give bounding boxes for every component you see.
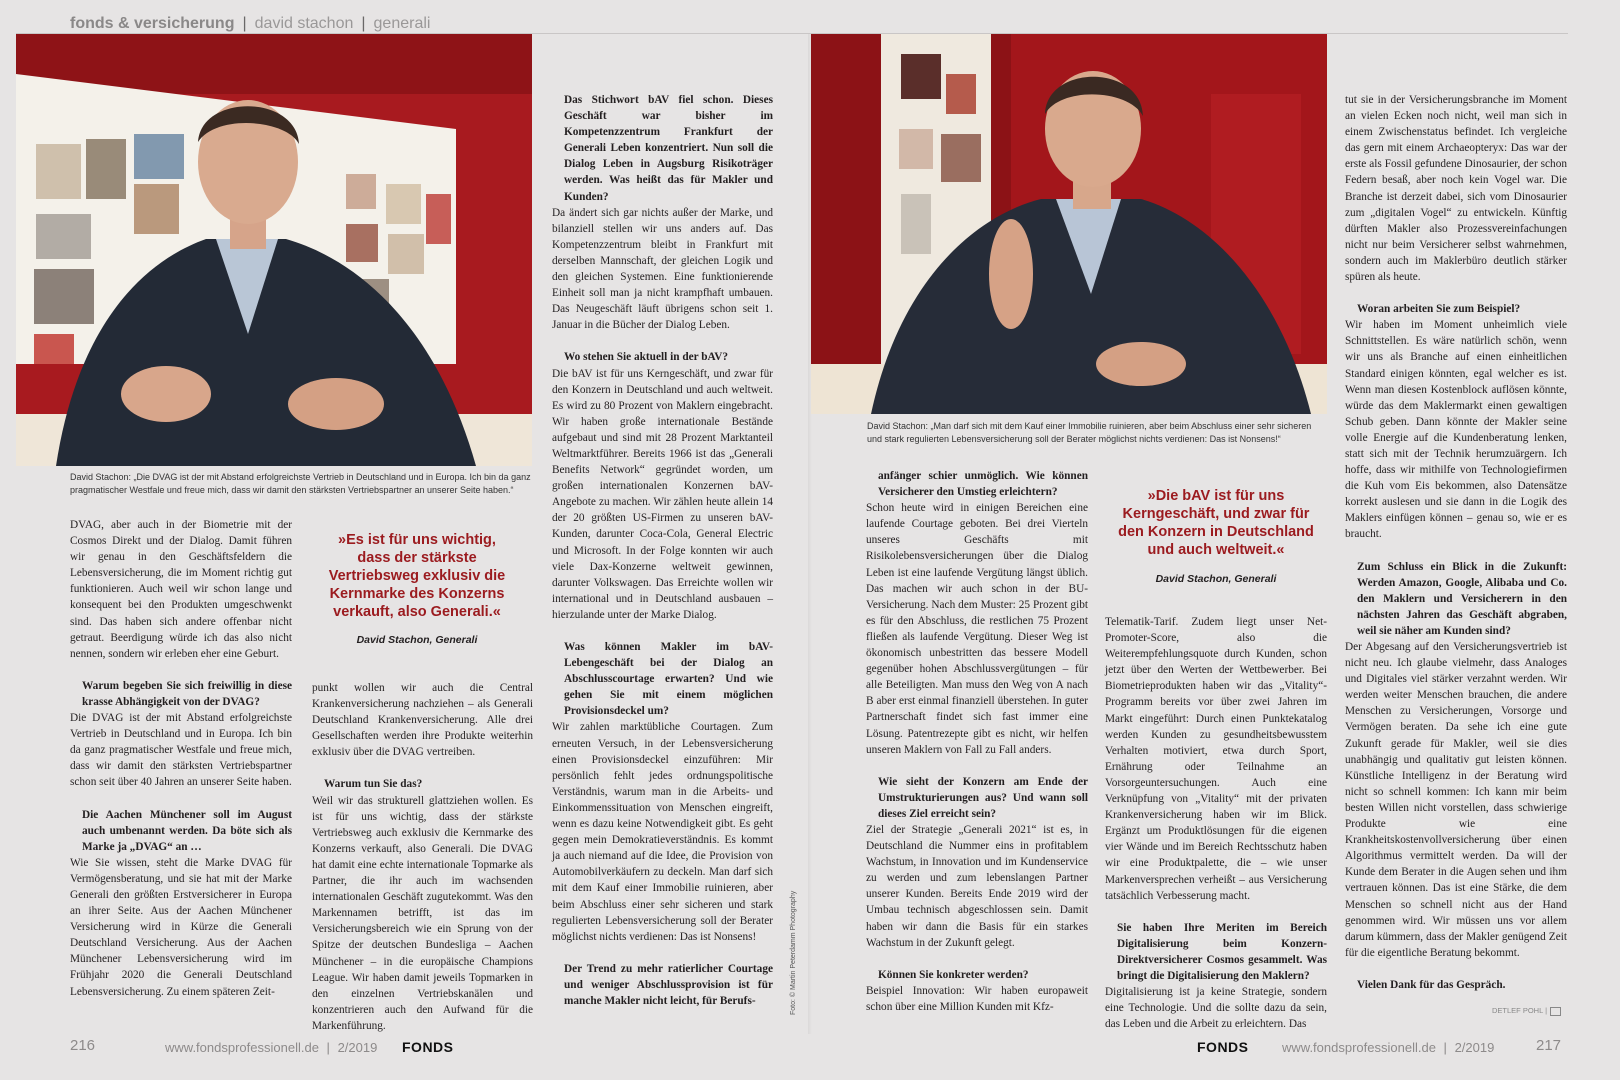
interview-question: Warum begeben Sie sich freiwillig in diese krasse Abhängigkeit von der DVAG? (82, 679, 292, 708)
left-photo-caption: David Stachon: „Die DVAG ist der mit Abstand erfolgreichste Vertrieb in Deutschland und in Europa. Ich bin da ganz pragmatischer Westfale und freue mich, dass wir damit den stärksten Vertriebspartner an unserer Seite haben.“ (70, 472, 531, 495)
right-column-3 (1345, 92, 1567, 993)
footer-issue: 2/2019 (1454, 1040, 1495, 1055)
spacer (552, 623, 773, 639)
paragraph: DVAG, aber auch in der Biometrie mit der Cosmos Direkt und der Dialog. Damit führen wir genau in den Geschäftsfeldern die Lebensversicherung, die im Moment richtig gut funktionieren. Auch weil wir schon lange und konsequent bei den Produkten umgeschwenkt sind. Das haben sich andere offenbar nicht getraut. Beerdigung würde ich das also nicht nennen, sondern wir erleben eher eine Geburt. (70, 519, 292, 660)
spacer (1345, 961, 1567, 977)
spacer (70, 662, 292, 678)
left-column-1 (70, 517, 292, 1000)
paragraph: tut sie in der Versicherungsbranche im Moment an vielen Ecken noch nicht, weil man sich in einem Zwischenstatus befindet. Ich vergleiche das gern mit einem Archaeopteryx: Das war der erste als Fossil gefundene Dinosaurier, der schon Federn besaß, aber noch kein Vogel war. Die Branche ist derzeit dabei, sich vom Dinosaurier zum „digitalen Vogel“ zu entwickeln. Künftig dürften Makler also Prozessvereinfachungen nicht nur beim Versicherer selbst wahrnehmen, sondern auch im Maklerbüro deutlich stärker spüren als heute. (1345, 94, 1567, 284)
interview-question: Wo stehen Sie aktuell in der bAV? (564, 351, 729, 364)
interview-question: Vielen Dank für das Gespräch. (1357, 978, 1506, 991)
page-number-left: 216 (70, 1037, 96, 1054)
header-divider: | (242, 15, 247, 32)
section-header (70, 15, 430, 33)
left-photo (16, 34, 532, 466)
pull-quote-byline: David Stachon, Generali (1155, 573, 1277, 585)
footer-url-left (165, 1040, 377, 1055)
paragraph: Digitalisierung ist ja keine Strategie, sondern eine Technologie. Und die sollte dazu da sein, das Leben und die Arbeit zu erleichtern. Das (1105, 986, 1327, 1031)
pull-quote: »Es ist für uns wichtig, dass der stärkste Vertriebsweg exklusiv die Kernmarke des Konzerns verkauft, also Generali.« (328, 532, 506, 620)
portrait-photo-icon (811, 34, 1327, 414)
spacer (866, 951, 1088, 967)
portrait-photo-icon (16, 34, 532, 466)
page-number-right: 217 (1536, 1037, 1562, 1054)
interview-question: Wie sieht der Konzern am Ende der Umstrukturierungen aus? Und wann soll dieses Ziel erreicht sein? (878, 775, 1088, 820)
footer-url: www.fondsprofessionell.de (1282, 1040, 1436, 1055)
interview-question: Woran arbeiten Sie zum Beispiel? (1357, 303, 1521, 316)
right-photo (811, 34, 1327, 414)
interview-question: anfänger schier unmöglich. Wie können Versicherer den Umstieg erleichtern? (878, 470, 1088, 499)
spacer (1105, 904, 1327, 920)
left-column-2 (312, 680, 533, 1034)
paragraph: Beispiel Innovation: Wir haben europaweit schon über eine Million Kunden mit Kfz- (866, 984, 1088, 1013)
interview-question: Die Aachen Münchener soll im August auch umbenannt werden. Da böte sich als Marke ja „DVAG“ an … (82, 808, 292, 853)
footer-url-right (1282, 1040, 1494, 1055)
right-photo-caption: David Stachon: „Man darf sich mit dem Kauf einer Immobilie ruinieren, aber beim Abschluss einer sehr sicheren und stark regulierten Lebensversicherung soll der Berater möglichst nichts verdienen: Das ist Nonsens!“ (867, 421, 1312, 444)
paragraph: punkt wollen wir auch die Central Krankenversicherung nachziehen – als Generali Deutschland Krankenversicherung. Alle drei Gesellschaften werden ihre Produkte weiterhin exklusiv über die DVAG vertreiben. (312, 682, 533, 759)
paragraph: Die bAV ist für uns Kerngeschäft, und zwar für den Konzern in Deutschland und auch weltweit. Es wird zu 80 Prozent von Maklern eingebracht. Wir haben große internationale Bestände aufgebaut und sind mit 28 Prozent Marktanteil Weltmarktführer. Bereits 1966 ist das „Generali Benefits Network“ gegründet worden, um großen internationalen Konzernen bAV-Angebote zu machen. Wir zählen heute allein 14 der 20 größten US-Firmen zu unseren bAV-Kunden, darunter Coca-Cola, General Electric und Microsoft. In der Folge konnten wir auch viele Dax-Konzerne weltweit gewinnen, darunter Volkswagen. Das Erreichte wollen wir international und in Deutschland ausbauen – hierzulande unter der Marke Dialog. (552, 367, 773, 621)
paragraph: Wie Sie wissen, steht die Marke DVAG für Vermögensberatung, und sie hat mit der Marke Generali den größten Erstversicherer in Europa an ihrer Seite. Aus der Aachen Münchener Versicherung wird in Kürze die Generali Deutschland Versicherung. Aus der Aachen Münchener Lebensversicherung wird im Frühjahr 2020 die Generali Deutschland Lebensversicherung. Zu einem späteren Zeit- (70, 856, 292, 998)
right-column-2 (1105, 614, 1327, 1032)
interview-question: Können Sie konkreter werden? (878, 968, 1029, 981)
paragraph: Wir zahlen marktübliche Courtagen. Zum erneuten Versuch, in der Lebensversicherung einen Provisionsdeckel einzuführen: Mir persönlich fehlt jedes ordnungspolitische Verständnis, warum man in die Arbeits- und Einkommenssituation von Menschen eingreift, wenn es dazu keine Notwendigkeit gibt. Es geht gegen mein Demokratieverständnis. Es kommt ja auch niemand auf die Idee, die Provision von Automobilverkäufern zu deckeln. Man darf sich mit dem Kauf einer Immobilie ruinieren, aber beim Abschluss einer sehr sicheren und stark regulierten Lebensversicherung soll der Berater möglichst nichts verdienen: Das ist Nonsens! (552, 721, 773, 943)
footer-divider: | (1443, 1040, 1447, 1055)
paragraph: Die DVAG ist der mit Abstand erfolgreichste Vertrieb in Deutschland und in Europa. Ich bin da ganz pragmatischer Westfale und freue mich, dass wir damit den stärksten Vertriebspartner schon seit über 40 Jahren an unserer Seite haben. (70, 712, 292, 789)
photo-credit: Foto: © Martin Peterdamm Photography (790, 890, 797, 1015)
end-mark-icon (1550, 1007, 1561, 1016)
interview-question: Das Stichwort bAV fiel schon. Dieses Geschäft war bisher im Kompetenzzentrum Frankfurt der Generali Leben konzentriert. Nun soll die Dialog Leben in Augsburg Risikoträger werden. Was heißt das für Makler und Kunden? (564, 94, 773, 203)
paragraph: Schon heute wird in einigen Bereichen eine laufende Courtage geboten. Bei drei Vierteln unseres Geschäfts mit Risikolebensversicherungen über die Dialog Leben ist eine laufende Vergütung längst üblich. Das machen wir auch schon in der BU-Versicherung. Nach dem Muster: 25 Prozent gibt es für den Abschluss, die restlichen 75 Prozent fließen als laufende Vergütung. Dieser Weg ist ökonomisch unbestritten das bessere Modell gegenüber hohen Abschlussvergütungen – für alle Beteiligten. Man muss den Weg von A nach B aber erst einmal finanziell überstehen. In guter Partnerschaft findet sich fast immer eine Lösung. Patentrezepte gibt es nicht, wir helfen unseren Maklern von Fall zu Fall anders. (866, 502, 1088, 756)
pull-quote-byline: David Stachon, Generali (356, 634, 478, 646)
header-divider-2: | (361, 15, 366, 32)
spacer (552, 945, 773, 961)
spacer (1345, 285, 1567, 301)
paragraph: Der Abgesang auf den Versicherungsvertrieb ist nicht neu. Ich glaube vielmehr, dass Analoges und Digitales viel stärker verzahnt werden. Wir werden weiter Menschen brauchen, die andere Menschen zu Versicherungen, Vorsorge und Vermögen beraten. Da sehe ich eine gute Zukunft gerade für Makler, weil sie dies unabhängig und qualitativ gut leisten können. Künstliche Intelligenz in der Beratung wird nicht so schnell kommen: Ich kann mir beim besten Willen nicht vorstellen, dass schwierige Produkte wie eine Krankheitskostenvollversicherung über einen Algorithmus vermittelt werden. Da will der Kunde dem Berater in die Augen sehen und ihm vertrauen können. Das ist eine Stärke, die dem Menschen so schnell nicht aus der Hand genommen wird. Wir müssen uns vor allem darum kümmern, dass der Makler genügend Zeit für die eigentliche Beratung bekommt. (1345, 641, 1567, 959)
interview-question: Warum tun Sie das? (324, 778, 423, 791)
author-signature (1492, 1006, 1561, 1016)
spacer (1345, 543, 1567, 559)
left-column-3 (552, 92, 773, 1009)
pull-quote: »Die bAV ist für uns Kerngeschäft, und zwar für den Konzern in Deutschland und auch weltweit.« (1118, 488, 1314, 558)
interview-question: Der Trend zu mehr ratierlicher Courtage und weniger Abschlussprovision ist für manche Makler nicht leicht, für Berufs- (564, 962, 773, 1007)
spacer (70, 791, 292, 807)
paragraph: Telematik-Tarif. Zudem liegt unser Net-Promoter-Score, also die Weiterempfehlungsquote durch Kunden, schon jetzt über den Werten der Wettbewerber. Bei Biometrieprodukten haben wir das „Vitality“-Programm bereits vor über zwei Jahren im Markt eingeführt: Durch einen Punktekatalog werden Kunden zu gesundheitsbewusstem Verhalten motiviert, etwa durch Sport, Ernährung oder Teilnahme an Vorsorgeuntersuchungen. Auch eine Verknüpfung von „Vitality“ mit der privaten Krankenversicherung haben wir im Blick. Ergänzt um Produktlösungen für die eigenen vier Wände und im Bereich Rechtsschutz haben wir eine Produktpalette, die – wie unser Markenversprechen verheißt – aus Versicherung tatsächlich Verbesserung macht. (1105, 616, 1327, 902)
paragraph: Wir haben im Moment unheimlich viele Schnittstellen. Es wäre natürlich schön, wenn wir uns als Branche auf einen einheitlichen Standard einigen könnten, egal welcher es ist. Wenn man diesen Kostenblock auflösen könnte, würde das dem Maklermarkt einen gewaltigen Schub geben. Dann könnte der Makler seine volle Energie auf die Kundenberatung lenken, statt sich mit der Technik herumzuärgern. Ich hoffe, dass wir mithilfe von Technologiefirmen die Kuh vom Eis bekommen, also Datensätze korrekt auslesen und sie dann in die Logik des Maklers einfügen können – genau so, wie er es braucht. (1345, 319, 1567, 541)
fonds-logo: FONDS (402, 1039, 454, 1055)
right-column-1 (866, 468, 1088, 1015)
header-company: generali (373, 15, 431, 32)
author-name: DETLEF POHL | (1492, 1006, 1548, 1015)
paragraph: Weil wir das strukturell glattziehen wollen. Es ist für uns wichtig, dass der stärkste Vertriebsweg auch exklusiv die Kernmarke des Konzerns verkauft, also Generali. Die DVAG hat damit eine echte internationale Topmarke als Partner, die ihr auch im wachsenden internationalen Geschäft zugutekommt. Was den Markennamen betrifft, ist das im Versicherungsbereich wie ein Sprung von der Spitze der deutschen Bundesliga – Aachen Münchener – in die europäische Champions League. Wir haben damit jeweils Topmarken in den einzelnen Vertriebskanälen und konzentrieren auch den Aufwand für die Markenführung. (312, 794, 533, 1032)
footer-divider: | (326, 1040, 330, 1055)
section-title: fonds & versicherung (70, 15, 235, 32)
fonds-logo: FONDS (1197, 1039, 1249, 1055)
spacer (866, 758, 1088, 774)
header-person: david stachon (254, 15, 354, 32)
paragraph: Ziel der Strategie „Generali 2021“ ist es, in Deutschland die Nummer eins in profitablem Wachstum, in Innovation und im Kundenservice zu werden und zum lebenslangen Partner unserer Kunden. Bereits Ende 2019 wird der Umbau technisch abgeschlossen sein. Damit haben wir dann die Basis für ein starkes Wachstum in der Zukunft gelegt. (866, 823, 1088, 949)
footer-url: www.fondsprofessionell.de (165, 1040, 319, 1055)
footer-issue: 2/2019 (337, 1040, 378, 1055)
spacer (552, 333, 773, 349)
interview-question: Was können Makler im bAV-Lebengeschäft bei der Dialog an Abschlusscourtage erwarten? Und wie gehen Sie mit einem möglichen Provisionsdeckel um? (564, 641, 773, 718)
interview-question: Sie haben Ihre Meriten im Bereich Digitalisierung beim Konzern-Direktversicherer Cosmos gesammelt. Was bringt die Digitalisierung den Maklern? (1117, 921, 1327, 982)
interview-question: Zum Schluss ein Blick in die Zukunft: Werden Amazon, Google, Alibaba und Co. den Maklern und Versicherern in den nächsten Jahren das Geschäft abgraben, weil sie näher am Kunden sind? (1357, 560, 1567, 637)
spacer (312, 760, 533, 776)
paragraph: Da ändert sich gar nichts außer der Marke, und bilanziell stellen wir uns anders auf. Das Kompetenzzentrum bleibt in Frankfurt mit derselben Mannschaft, der gleichen Logik und den gleichen Systemen. Eine funktionierende Einheit soll man ja nicht krampfhaft umbauen. Das Neugeschäft läuft übrigens schon seit 1. Januar in die Bücher der Dialog Leben. (552, 206, 773, 332)
